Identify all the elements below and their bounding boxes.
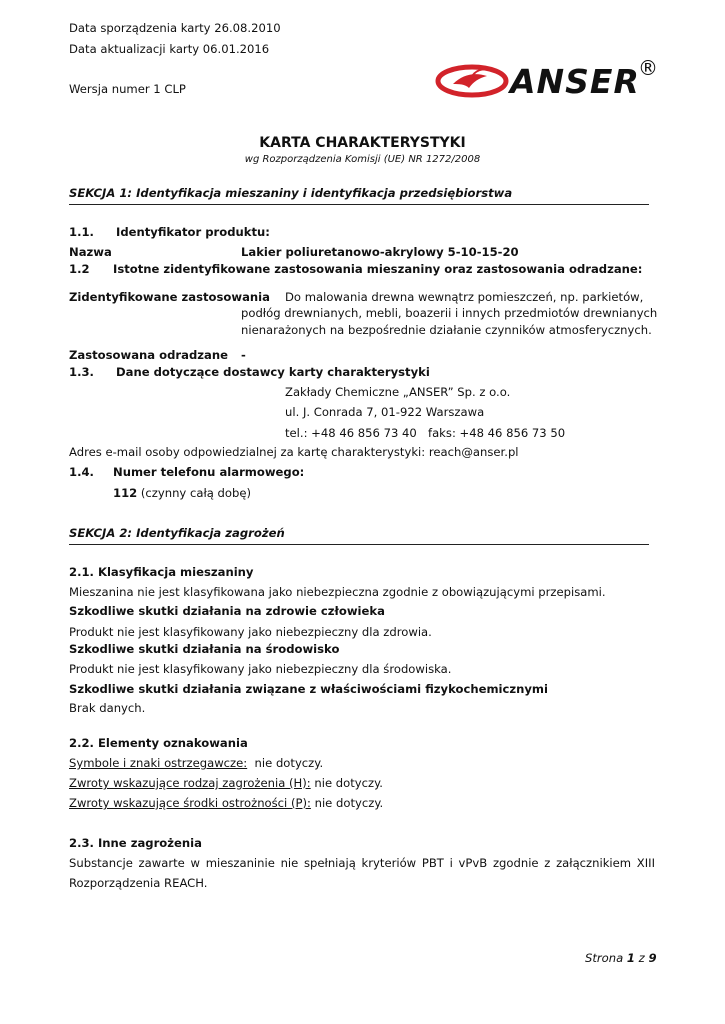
page-total: 9 (648, 951, 657, 965)
emergency-line (113, 486, 251, 500)
s12-number: 1.2 (69, 262, 90, 276)
env-text: Produkt nie jest klasyfikowany jako niebezpieczny dla środowiska. (69, 662, 452, 676)
symbols-value: nie dotyczy. (247, 756, 324, 770)
uses-line-1: Do malowania drewna wewnątrz pomieszczeń, np. parkietów, (285, 290, 644, 304)
health-heading: Szkodliwe skutki działania na zdrowie człowieka (69, 604, 385, 618)
s11-label: Identyfikator produktu: (116, 225, 270, 239)
s21-text: Mieszanina nie jest klasyfikowana jako niebezpieczna zgodnie z obowiązującymi przepisami. (69, 585, 606, 599)
uses-label: Zidentyfikowane zastosowania (69, 290, 270, 304)
h-statements-value: nie dotyczy. (310, 776, 383, 790)
section1-heading: SEKCJA 1: Identyfikacja mieszaniny i identyfikacja przedsiębiorstwa (69, 186, 513, 200)
uses-line-2: podłóg drewnianych, mebli, boazerii i innych przedmiotów drewnianych (241, 306, 658, 320)
supplier-fax: faks: +48 46 856 73 50 (428, 426, 566, 440)
s14-label: Numer telefonu alarmowego: (113, 465, 305, 479)
created-date: Data sporządzenia karty 26.08.2010 (69, 21, 281, 35)
s23-line-2: Rozporządzenia REACH. (69, 876, 208, 890)
supplier-name: Zakłady Chemiczne „ANSER” Sp. z o.o. (285, 385, 511, 399)
section1-rule (69, 204, 649, 205)
s23-line-1: Substancje zawarte w mieszaninie nie spełniają kryteriów PBT i vPvB zgodnie z załącznikiem XIII (69, 856, 655, 870)
logo-text: ANSER (510, 62, 640, 101)
page-of: z (638, 951, 645, 965)
email-line: Adres e-mail osoby odpowiedzialnej za kartę charakterystyki: reach@anser.pl (69, 445, 519, 459)
section2-heading: SEKCJA 2: Identyfikacja zagrożeń (69, 526, 285, 540)
s12-label: Istotne zidentyfikowane zastosowania mieszaniny oraz zastosowania odradzane: (113, 262, 643, 276)
supplier-address: ul. J. Conrada 7, 01-922 Warszawa (285, 405, 485, 419)
s14-number: 1.4. (69, 465, 94, 479)
updated-date: Data aktualizacji karty 06.01.2016 (69, 42, 270, 56)
page-word: Strona (585, 951, 624, 965)
h-statements-label: Zwroty wskazujące rodzaj zagrożenia (H): (69, 776, 311, 790)
health-text: Produkt nie jest klasyfikowany jako niebezpieczny dla zdrowia. (69, 625, 432, 639)
s13-number: 1.3. (69, 365, 94, 379)
env-heading: Szkodliwe skutki działania na środowisko (69, 642, 340, 656)
p-statements-line (69, 796, 383, 810)
supplier-tel: tel.: +48 46 856 73 40 (285, 426, 417, 440)
s11-number: 1.1. (69, 225, 94, 239)
s13-label: Dane dotyczące dostawcy karty charakterystyki (116, 365, 430, 379)
p-statements-label: Zwroty wskazujące środki ostrożności (P): (69, 796, 311, 810)
symbols-label: Symbole i znaki ostrzegawcze: (69, 756, 248, 770)
symbols-line (69, 756, 323, 770)
page-number (585, 951, 657, 965)
page-title: KARTA CHARAKTERYSTYKI (259, 135, 466, 151)
section2-rule (69, 544, 649, 545)
advised-value: - (241, 348, 246, 362)
h-statements-line (69, 776, 383, 790)
registered-mark: ® (638, 56, 658, 80)
name-label: Nazwa (69, 245, 112, 259)
s22-heading: 2.2. Elementy oznakowania (69, 736, 248, 750)
p-statements-value: nie dotyczy. (310, 796, 384, 810)
name-value: Lakier poliuretanowo-akrylowy 5-10-15-20 (241, 245, 519, 259)
advised-label: Zastosowana odradzane (69, 348, 228, 362)
uses-line-3: nienarażonych na bezpośrednie działanie czynników atmosferycznych. (241, 323, 652, 337)
emergency-note: (czynny całą dobę) (137, 486, 252, 500)
page-subtitle: wg Rozporządzenia Komisji (UE) NR 1272/2008 (244, 154, 481, 165)
version-label: Wersja numer 1 CLP (69, 82, 186, 96)
phys-text: Brak danych. (69, 701, 146, 715)
s23-heading: 2.3. Inne zagrożenia (69, 836, 202, 850)
phys-heading: Szkodliwe skutki działania związane z właściwościami fizykochemicznymi (69, 682, 548, 696)
s21-heading: 2.1. Klasyfikacja mieszaniny (69, 565, 254, 579)
page-current: 1 (626, 951, 635, 965)
anser-logo (435, 56, 658, 102)
emergency-number: 112 (113, 486, 138, 500)
